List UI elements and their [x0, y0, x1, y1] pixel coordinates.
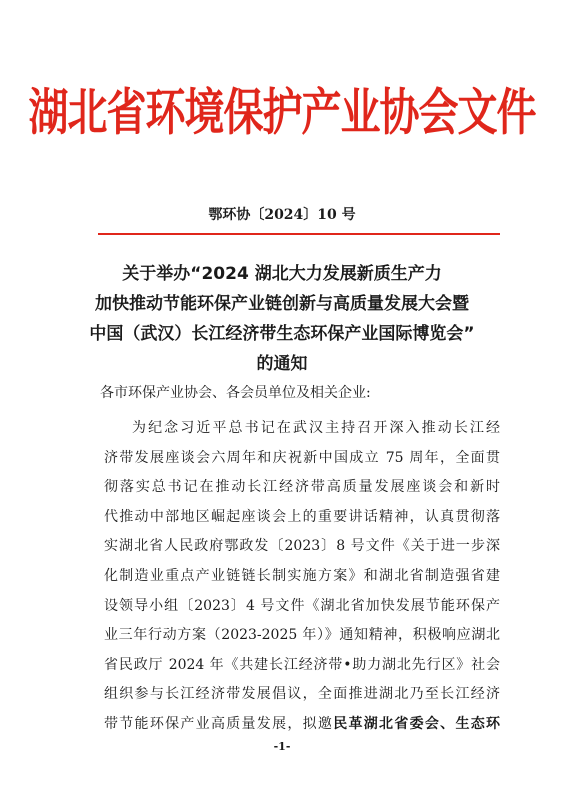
body-line-normal-part: 带节能环保产业高质量发展，拟邀 [104, 715, 334, 732]
page-number: -1- [273, 740, 291, 753]
body-paragraph [104, 414, 500, 740]
body-line-last [104, 710, 500, 740]
body-line: 济带发展座谈会六周年和庆祝新中国成立 75 周年，全面贯 [104, 449, 500, 466]
body-line: 代推动中部地区崛起座谈会上的重要讲话精神，认真贯彻落 [104, 508, 500, 525]
body-line: 省民政厅 2024 年《共建长江经济带•助力湖北先行区》社会 [104, 656, 500, 673]
notice-title [60, 259, 504, 379]
red-divider-line [98, 233, 500, 235]
masthead-title: 湖北省环境保护产业协会文件 [28, 83, 536, 142]
body-line-bold-part: 民革湖北省委会、生态环 [333, 715, 501, 732]
body-line: 业三年行动方案（2023-2025 年）》通知精神，积极响应湖北 [104, 627, 500, 644]
body-line: 化制造业重点产业链链长制实施方案》和湖北省制造强省建 [104, 567, 500, 584]
document-number: 鄂环协〔2024〕10 号 [208, 207, 356, 223]
title-line: 关于举办“2024 湖北大力发展新质生产力 [122, 264, 442, 284]
title-line: 的通知 [256, 354, 308, 374]
body-line: 组织参与长江经济带发展倡议，全面推进湖北乃至长江经济 [104, 686, 500, 703]
body-line: 设领导小组〔2023〕4 号文件《湖北省加快发展节能环保产 [104, 597, 500, 614]
salutation: 各市环保产业协会、各会员单位及相关企业: [100, 385, 371, 401]
body-line: 彻落实总书记在推动长江经济带高质量发展座谈会和新时 [104, 479, 500, 496]
body-line: 实湖北省人民政府鄂政发〔2023〕8 号文件《关于进一步深 [104, 538, 500, 555]
title-line: 中国（武汉）长江经济带生态环保产业国际博览会” [89, 324, 475, 344]
body-line: 为纪念习近平总书记在武汉主持召开深入推动长江经 [132, 420, 500, 436]
title-line: 加快推动节能环保产业链创新与高质量发展大会暨 [95, 294, 469, 314]
